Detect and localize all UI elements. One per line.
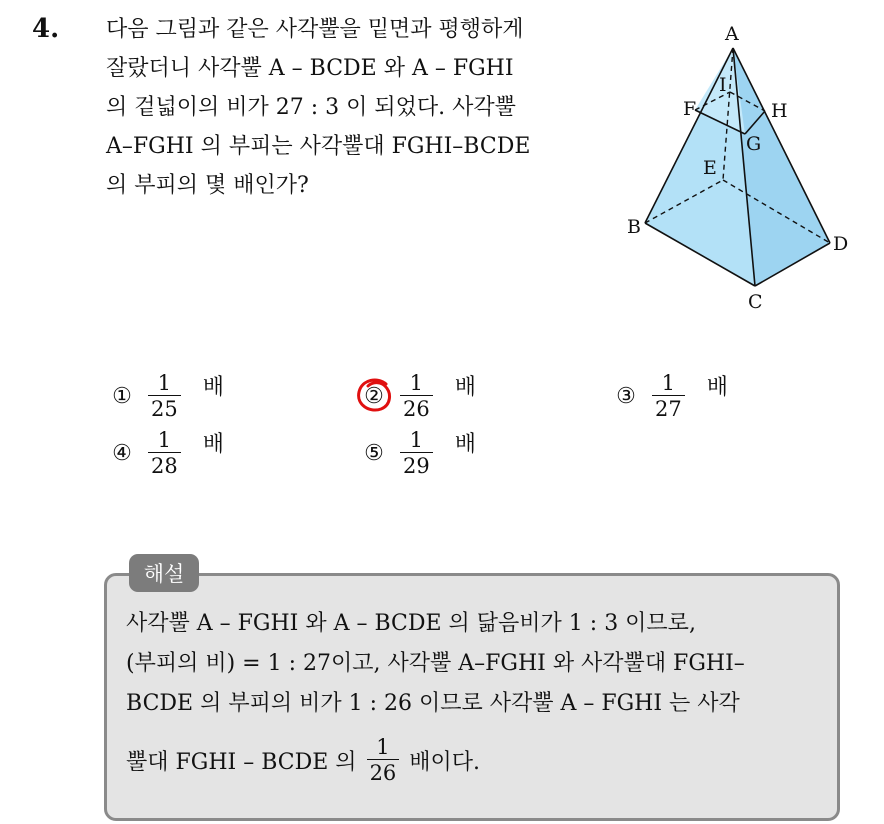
choice-unit: 배: [202, 374, 224, 400]
label-I: I: [719, 74, 727, 96]
solution-line: 사각뿔 A – FGHI 와 A – BCDE 의 닮음비가 1 : 3 이므로,: [126, 611, 696, 636]
denominator: 29: [403, 454, 430, 478]
fraction: [400, 372, 433, 420]
choice-2[interactable]: [362, 368, 476, 424]
question-text: [106, 10, 606, 205]
choice-unit: 배: [454, 374, 476, 400]
solution-tab: 해설: [129, 554, 199, 592]
choice-number: ⑤: [364, 440, 384, 466]
question-line: 다음 그림과 같은 사각뿔을 밑면과 평행하게: [106, 17, 524, 42]
choice-unit: 배: [706, 374, 728, 400]
label-C: C: [748, 291, 763, 313]
choice-number: ①: [112, 383, 132, 409]
label-D: D: [833, 233, 849, 255]
label-G: G: [746, 133, 762, 155]
choice-5[interactable]: [362, 425, 476, 481]
numerator: 1: [409, 428, 424, 452]
choice-number: [362, 384, 386, 409]
question-number: 4.: [32, 14, 60, 44]
solution-fraction: [367, 736, 400, 784]
denominator: 26: [403, 397, 430, 421]
question-line: 의 겉넓이의 비가 27 : 3 이 되었다. 사각뿔: [106, 95, 516, 120]
solution-line: BCDE 의 부피의 비가 1 : 26 이므로 사각뿔 A – FGHI 는 사각: [126, 691, 740, 716]
label-A: A: [725, 23, 739, 45]
denominator: 28: [151, 454, 178, 478]
numerator: 1: [409, 371, 424, 395]
label-F: F: [683, 98, 697, 120]
fraction: [652, 372, 685, 420]
solution-text: [126, 604, 826, 790]
solution-last-text-end: 배이다.: [409, 749, 481, 775]
question-line: 의 부피의 몇 배인가?: [106, 173, 309, 198]
label-H: H: [771, 100, 788, 122]
question-line: A–FGHI 의 부피는 사각뿔대 FGHI–BCDE: [106, 134, 531, 159]
numerator: 1: [661, 371, 676, 395]
numerator: 1: [157, 371, 172, 395]
denominator: 27: [655, 397, 682, 421]
choice-number: ④: [112, 440, 132, 466]
solution-last-text: 뿔대 FGHI – BCDE 의: [126, 749, 357, 775]
numerator: 1: [157, 428, 172, 452]
question-line: 잘랐더니 사각뿔 A – BCDE 와 A – FGHI: [106, 56, 514, 81]
denominator: 26: [369, 761, 397, 785]
fraction: [400, 429, 433, 477]
solution-last-line: [126, 730, 826, 790]
choice-unit: 배: [202, 431, 224, 457]
denominator: 25: [151, 397, 178, 421]
choice-3[interactable]: [614, 368, 728, 424]
fraction: [148, 429, 181, 477]
choice-4[interactable]: [110, 425, 224, 481]
choice-unit: 배: [454, 431, 476, 457]
numerator: 1: [376, 735, 390, 759]
choice-1[interactable]: [110, 368, 224, 424]
label-E: E: [703, 157, 717, 179]
choice-number: ③: [616, 383, 636, 409]
choice-number-text: ②: [364, 383, 384, 409]
pyramid-figure: [615, 18, 860, 318]
fraction: [148, 372, 181, 420]
label-B: B: [627, 216, 641, 238]
solution-line: (부피의 비) = 1 : 27이고, 사각뿔 A–FGHI 와 사각뿔대 FGHI–: [126, 651, 745, 676]
